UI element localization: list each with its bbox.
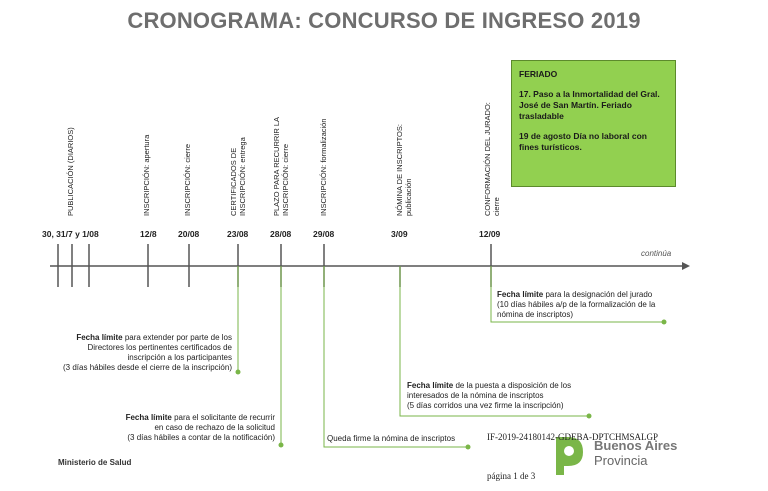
logo-line-2: Provincia	[594, 452, 648, 468]
milestone-label-nomina: NÓMINA DE INSCRIPTOS: publicación	[395, 124, 413, 216]
document-id: IF-2019-24180142-GDEBA-DPTCHMSALGP	[487, 432, 659, 442]
milestone-date-apertura: 12/8	[140, 229, 157, 239]
page-number: página 1 de 3	[487, 471, 536, 481]
logo-line-1: Buenos Aires	[594, 438, 678, 453]
note-jurado-l3: nómina de inscriptos)	[497, 310, 574, 319]
milestone-date-certificados: 23/08	[227, 229, 249, 239]
note-certificados-bold: Fecha límite	[76, 333, 123, 342]
note-recurrir	[100, 413, 275, 443]
milestone-label-certificados: CERTIFICADOS DE INSCRIPCIÓN: entrega	[229, 137, 247, 216]
milestone-date-publicacion: 30, 31/7 y 1/08	[42, 229, 99, 239]
note-recurrir-l3: (3 días hábiles a contar de la notificación)	[127, 433, 275, 442]
note-puesta	[407, 381, 592, 411]
note-puesta-l1: de la puesta a disposición de los	[453, 381, 572, 390]
dot-certificados	[236, 370, 241, 375]
note-certificados	[40, 333, 232, 373]
dot-puesta	[587, 414, 592, 419]
milestone-label-plazo-recurrir: PLAZO PARA RECURRIR LA INSCRIPCIÓN: cierre	[272, 116, 290, 216]
milestone-date-recurrir: 28/08	[270, 229, 292, 239]
buenos-aires-logo-mark	[556, 437, 583, 475]
milestone-date-nomina: 3/09	[391, 229, 408, 239]
milestone-label-jurado: CONFORMACIÓN DEL JURADO: cierre	[483, 102, 501, 216]
note-certificados-l1: para extender por parte de los	[122, 333, 232, 342]
feriado-line-1: 17. Paso a la Inmortalidad del Gral. José de San Martín. Feriado trasladable	[519, 89, 660, 122]
dot-recurrir	[279, 443, 284, 448]
milestone-date-formalizacion: 29/08	[313, 229, 335, 239]
note-recurrir-l2: en caso de rechazo de la solicitud	[154, 423, 275, 432]
milestone-label-inscripcion-apertura: INSCRIPCIÓN: apertura	[142, 134, 151, 216]
timeline-arrow	[682, 262, 690, 270]
milestone-label-publicacion: PUBLICACIÓN (DIARIOS)	[66, 127, 75, 216]
logo-mark-hole	[564, 446, 574, 456]
feriado-line-2: 19 de agosto Día no laboral con fines turísticos.	[519, 131, 647, 153]
milestone-date-cierre: 20/08	[178, 229, 200, 239]
note-puesta-bold: Fecha límite	[407, 381, 454, 390]
dot-firme	[466, 445, 471, 450]
note-puesta-l2: interesados de la nómina de inscriptos	[407, 391, 544, 400]
feriado-heading: FERIADO	[519, 69, 558, 79]
note-jurado-l1: para la designación del jurado	[543, 290, 653, 299]
note-jurado-bold: Fecha límite	[497, 290, 544, 299]
note-certificados-l4: (3 días hábiles desde el cierre de la inscripción)	[63, 363, 232, 372]
dot-jurado	[662, 320, 667, 325]
note-certificados-l3: inscripción a los participantes	[127, 353, 232, 362]
note-certificados-l2: Directores los pertinentes certificados de	[87, 343, 232, 352]
buenos-aires-logo-text	[594, 439, 677, 469]
connector-firme	[324, 266, 468, 447]
note-recurrir-l1: para el solicitante de recurrir	[171, 413, 275, 422]
milestone-date-jurado: 12/09	[479, 229, 501, 239]
milestone-label-inscripcion-cierre: INSCRIPCIÓN: cierre	[183, 143, 192, 216]
ministry-label: Ministerio de Salud	[58, 458, 132, 467]
note-puesta-l3: (5 días corridos una vez firme la inscripción)	[407, 401, 564, 410]
continua-label: continúa	[641, 249, 672, 258]
note-jurado	[497, 290, 672, 320]
milestone-label-formalizacion: INSCRIPCIÓN: formalización	[319, 118, 328, 216]
note-recurrir-bold: Fecha límite	[125, 413, 172, 422]
page-title: CRONOGRAMA: CONCURSO DE INGRESO 2019	[127, 8, 641, 33]
note-firme: Queda firme la nómina de inscriptos	[327, 434, 456, 443]
note-jurado-l2: (10 días hábiles a/p de la formalización de la	[497, 300, 656, 309]
